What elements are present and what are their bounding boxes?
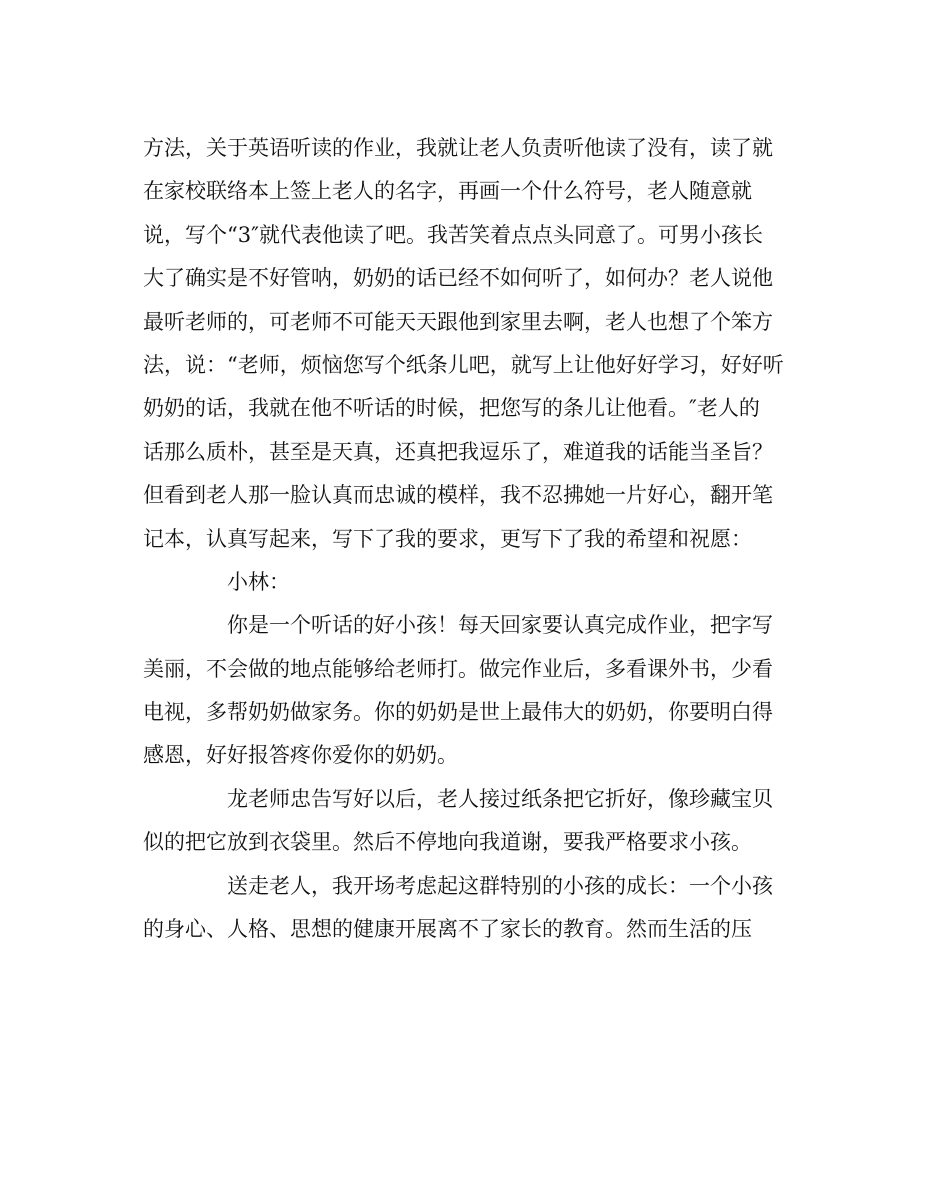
document-body — [143, 127, 803, 951]
paragraph-first-line: 龙老师忠告写好以后，老人接过纸条把它折好，像珍藏宝贝 — [227, 786, 773, 811]
text-line: 电视，多帮奶奶做家务。你的奶奶是世上最伟大的奶奶，你要明白得 — [143, 700, 773, 725]
text-line: 奶奶的话，我就在他不听话的时候，把您写的条儿让他看。″老人的 — [143, 396, 760, 421]
text-line: 记本，认真写起来，写下了我的要求，更写下了我的希望和祝愿： — [143, 526, 752, 551]
paragraph-first-line: 送走老人，我开场考虑起这群特别的小孩的成长：一个小孩 — [227, 873, 773, 898]
text-line: 方法，关于英语听读的作业，我就让老人负责听他读了没有，读了就 — [143, 136, 773, 160]
text-line: 在家校联络本上签上老人的名字，再画一个什么符号，老人随意就 — [143, 179, 752, 204]
text-line: 最听老师的，可老师不可能天天跟他到家里去啊，老人也想了个笨方 — [143, 309, 773, 334]
text-line: 话那么质朴，甚至是天真，还真把我逗乐了，难道我的话能当圣旨？ — [143, 439, 773, 464]
text-line: 法，说：“老师，烦恼您写个纸条儿吧，就写上让他好好学习，好好听 — [143, 352, 784, 377]
text-line: 美丽，不会做的地点能够给老师打。做完作业后，多看课外书，少看 — [143, 656, 773, 681]
letter-salutation: 小林： — [227, 569, 290, 594]
text-line: 的身心、人格、思想的健康开展离不了家长的教育。然而生活的压 — [143, 917, 752, 942]
text-line: 感恩，好好报答疼你爱你的奶奶。 — [143, 743, 458, 768]
paragraph-first-line: 你是一个听话的好小孩！每天回家要认真完成作业，把字写 — [227, 613, 773, 638]
text-line: 大了确实是不好管呐，奶奶的话已经不如何听了，如何办？老人说他 — [143, 266, 773, 291]
text-line: 说，写个“3″就代表他读了吧。我苦笑着点点头同意了。可男小孩长 — [143, 222, 763, 247]
text-line: 但看到老人那一脸认真而忠诚的模样，我不忍拂她一片好心，翻开笔 — [143, 483, 773, 508]
text-line: 似的把它放到衣袋里。然后不停地向我道谢，要我严格要求小孩。 — [143, 830, 752, 855]
